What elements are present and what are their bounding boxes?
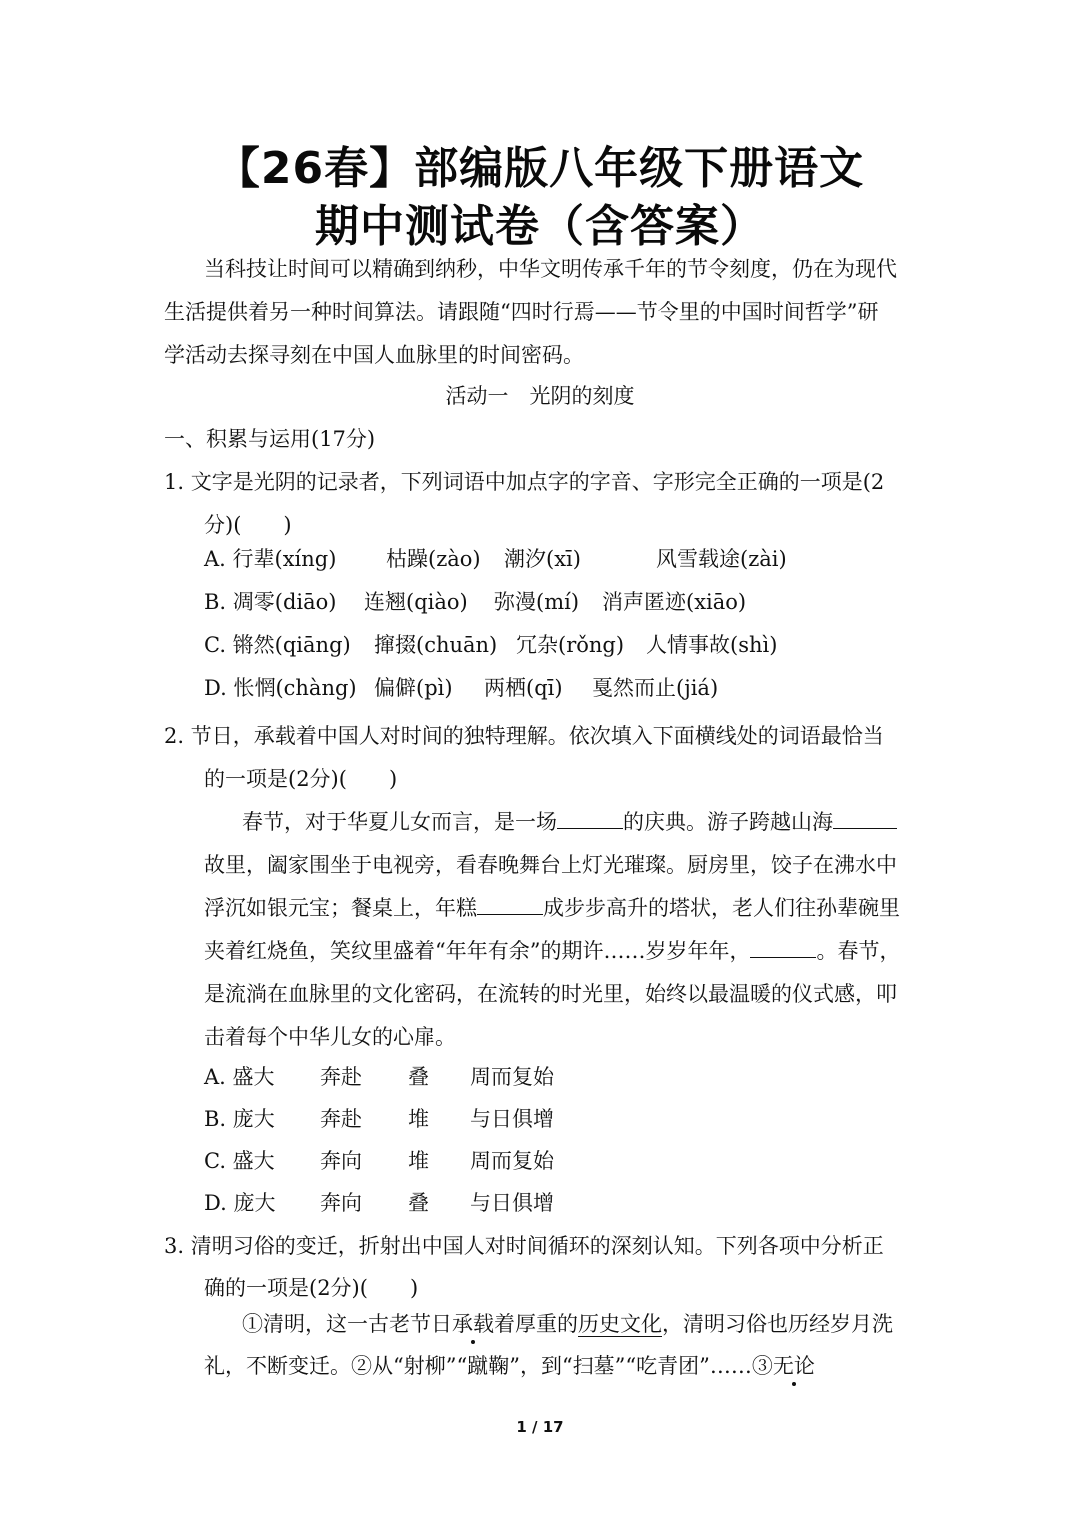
page-number: 1 / 17 (516, 1418, 564, 1436)
q2-option-c: C. 盛大 奔向 堆 周而复始 (204, 1149, 554, 1173)
q2-passage-line2: 故里，阖家围坐于电视旁，看春晚舞台上灯光璀璨。厨房里，饺子在沸水中 (204, 853, 897, 877)
q3-stem-line2: 确的一项是(2分)( ) (204, 1276, 419, 1300)
q2-option-d: D. 庞大 奔向 叠 与日俱增 (204, 1191, 554, 1215)
section-heading: 一、积累与运用(17分) (164, 427, 376, 451)
fill-blank (750, 939, 816, 958)
q1-stem-line2: 分)( ) (204, 513, 292, 537)
dotted-word: 承载 (452, 1312, 494, 1336)
fill-blank (477, 896, 543, 915)
q1-option-a: A. 行辈(xíng) 枯躁(zào) 潮汐(xī) 风雪载途(zài) (204, 547, 787, 571)
q2-stem-line2: 的一项是(2分)( ) (204, 767, 398, 791)
q2-passage-line6: 击着每个中华儿女的心扉。 (204, 1025, 456, 1049)
dotted-word: 无论 (772, 1354, 815, 1378)
q1-option-b: B. 凋零(diāo) 连翘(qiào) 弥漫(mí) 消声匿迹(xiāo) (204, 590, 747, 614)
q2-passage-line3: 浮沉如银元宝；餐桌上，年糕 成步步高升的塔状，老人们往孙辈碗里 (204, 896, 900, 920)
q1-option-c: C. 锵然(qiāng) 撺掇(chuān) 冗杂(rǒng) 人情事故(shì) (204, 633, 778, 657)
q3-stem-line1: 3. 清明习俗的变迁，折射出中国人对时间循环的深刻认知。下列各项中分析正 (164, 1234, 884, 1258)
q2-passage-line4: 夹着红烧鱼，笑纹里盛着“年年有余”的期许……岁岁年年， 。春节， (204, 939, 901, 963)
q3-passage-line1: ①清明，这一古老节日承载着厚重的历史文化，清明习俗也历经岁月洗 (242, 1312, 893, 1336)
underlined-phrase: 历史文化 (578, 1312, 662, 1336)
intro-line-1: 当科技让时间可以精确到纳秒，中华文明传承千年的节令刻度，仍在为现代 (204, 257, 897, 281)
activity-heading: 活动一 光阴的刻度 (445, 384, 635, 408)
fill-blank (557, 810, 623, 829)
q1-option-d: D. 怅惘(chàng) 偏僻(pì) 两栖(qī) 戛然而止(jiá) (204, 676, 719, 700)
document-title-line1: 【26春】部编版八年级下册语文 (215, 143, 865, 194)
q2-passage-line1: 春节，对于华夏儿女而言，是一场 的庆典。游子跨越山海 (242, 806, 897, 836)
q2-passage-line5: 是流淌在血脉里的文化密码，在流转的时光里，始终以最温暖的仪式感，叩 (204, 982, 897, 1006)
document-title-line2: 期中测试卷（含答案） (315, 201, 765, 252)
intro-line-3: 学活动去探寻刻在中国人血脉里的时间密码。 (164, 343, 584, 367)
q2-option-a: A. 盛大 奔赴 叠 周而复始 (204, 1065, 554, 1089)
fill-blank (833, 810, 897, 829)
q2-option-b: B. 庞大 奔赴 堆 与日俱增 (204, 1107, 554, 1131)
q3-passage-line2: 礼，不断变迁。②从“射柳”“蹴鞠”，到“扫墓”“吃青团”……③无论 (204, 1354, 815, 1378)
q2-stem-line1: 2. 节日，承载着中国人对时间的独特理解。依次填入下面横线处的词语最恰当 (164, 724, 884, 748)
q1-stem-line1: 1. 文字是光阴的记录者，下列词语中加点字的字音、字形完全正确的一项是(2 (164, 470, 885, 494)
intro-line-2: 生活提供着另一种时间算法。请跟随“四时行焉——节令里的中国时间哲学”研 (164, 300, 879, 324)
